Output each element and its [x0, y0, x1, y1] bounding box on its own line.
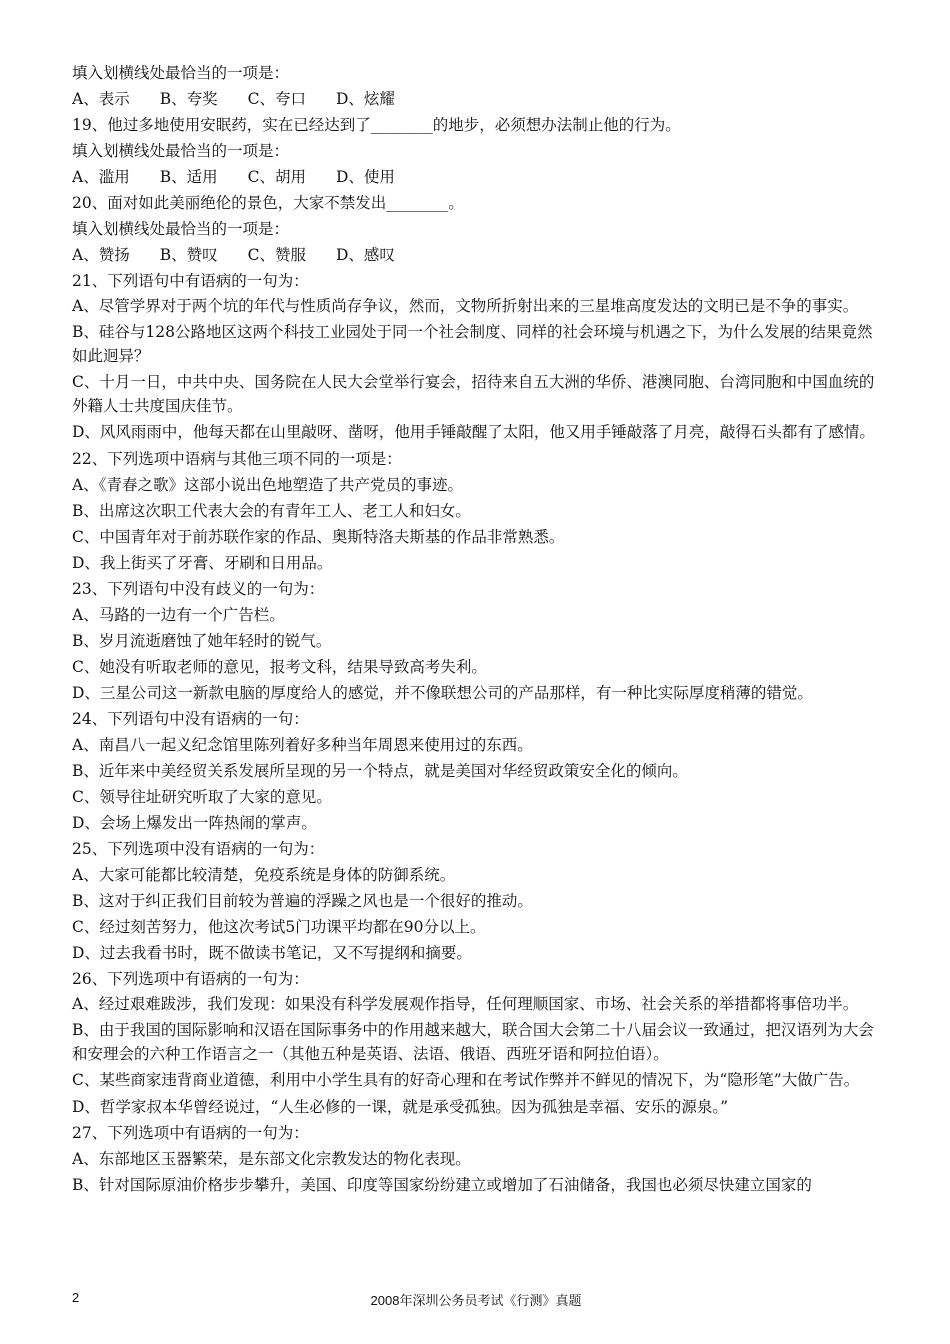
- option-a: A、南昌八一起义纪念馆里陈列着好多种当年周恩来使用过的东西。: [72, 736, 533, 754]
- option-a: A、经过艰难跋涉，我们发现：如果没有科学发展观作指导，任何理顺国家、市场、社会关系的举措都将事倍功半。: [72, 995, 859, 1013]
- instruction-line: 填入划横线处最恰当的一项是：: [72, 64, 290, 82]
- option-a: A、马路的一边有一个广告栏。: [72, 606, 285, 624]
- option-c: C、她没有听取老师的意见，报考文科，结果导致高考失利。: [72, 658, 487, 676]
- option-c: C、胡用: [247, 168, 306, 186]
- document-body: [72, 60, 880, 1198]
- option-b: B、这对于纠正我们目前较为普遍的浮躁之风也是一个很好的推动。: [72, 892, 533, 910]
- option-d: D、会场上爆发出一阵热闹的掌声。: [72, 814, 317, 832]
- option-d: D、哲学家叔本华曾经说过，“人生必修的一课，就是承受孤独。因为孤独是幸福、安乐的源泉。”: [72, 1098, 729, 1116]
- question-20: 20、面对如此美丽绝伦的景色，大家不禁发出________。: [72, 194, 464, 212]
- option-row: [72, 164, 880, 190]
- question-27: 27、下列选项中有语病的一句为：: [72, 1124, 309, 1142]
- option-a: A、尽管学界对于两个坑的年代与性质尚存争议，然而，文物所折射出来的三星堆高度发达的文明已是不争的事实。: [72, 297, 859, 315]
- question-26: 26、下列选项中有语病的一句为：: [72, 970, 309, 988]
- footer-title: 2008年深圳公务员考试《行测》真题: [370, 1293, 582, 1308]
- option-b: B、适用: [159, 168, 218, 186]
- option-b: B、赞叹: [159, 246, 218, 264]
- question-24: 24、下列语句中没有语病的一句：: [72, 710, 309, 728]
- instruction-line: 填入划横线处最恰当的一项是：: [72, 142, 290, 160]
- question-19: 19、他过多地使用安眠药，实在已经达到了________的地步，必须想办法制止他的行为。: [72, 116, 681, 134]
- option-row: [72, 86, 880, 112]
- option-row: [72, 242, 880, 268]
- option-c: C、某些商家违背商业道德，利用中小学生具有的好奇心理和在考试作弊并不鲜见的情况下，为“隐形笔”大做广告。: [72, 1071, 860, 1089]
- option-a: A、东部地区玉器繁荣，是东部文化宗教发达的物化表现。: [72, 1150, 471, 1168]
- option-a: A、大家可能都比较清楚，免疫系统是身体的防御系统。: [72, 866, 456, 884]
- option-d: D、我上街买了牙膏、牙刷和日用品。: [72, 554, 333, 572]
- question-25: 25、下列选项中没有语病的一句为：: [72, 840, 325, 858]
- option-a: A、表示: [72, 90, 130, 108]
- option-b: B、针对国际原油价格步步攀升，美国、印度等国家纷纷建立或增加了石油储备，我国也必须尽快建立国家的: [72, 1176, 812, 1194]
- option-b: B、岁月流逝磨蚀了她年轻时的锐气。: [72, 632, 332, 650]
- option-d: D、过去我看书时，既不做读书笔记，又不写提纲和摘要。: [72, 944, 472, 962]
- question-23: 23、下列语句中没有歧义的一句为：: [72, 580, 325, 598]
- question-22: 22、下列选项中语病与其他三项不同的一项是：: [72, 450, 402, 468]
- option-c: C、中国青年对于前苏联作家的作品、奥斯特洛夫斯基的作品非常熟悉。: [72, 528, 565, 546]
- option-d: D、三星公司这一新款电脑的厚度给人的感觉，并不像联想公司的产品那样，有一种比实际厚度稍薄的错觉。: [72, 684, 813, 702]
- option-d: D、使用: [335, 168, 395, 186]
- option-d: D、风风雨雨中，他每天都在山里敲呀、凿呀，他用手锤敲醒了太阳，他又用手锤敲落了月亮，敲得石头都有了感情。: [72, 423, 875, 441]
- option-c: C、夸口: [247, 90, 306, 108]
- option-b: B、夸奖: [159, 90, 218, 108]
- option-c: C、领导往址研究听取了大家的意见。: [72, 788, 332, 806]
- option-a: A、《青春之歌》这部小说出色地塑造了共产党员的事迹。: [72, 476, 463, 494]
- option-a: A、滥用: [72, 168, 130, 186]
- question-21: 21、下列语句中有语病的一句为：: [72, 272, 309, 290]
- option-c: C、赞服: [247, 246, 306, 264]
- option-b: B、由于我国的国际影响和汉语在国际事务中的作用越来越大，联合国大会第二十八届会议一致通过，把汉语列为大会和安理会的六种工作语言之一（其他五种是英语、法语、俄语、西班牙语和阿拉伯语）。: [72, 1021, 874, 1063]
- instruction-line: 填入划横线处最恰当的一项是：: [72, 220, 290, 238]
- option-b: B、出席这次职工代表大会的有青年工人、老工人和妇女。: [72, 502, 471, 520]
- option-d: D、炫耀: [335, 90, 395, 108]
- option-d: D、感叹: [335, 246, 395, 264]
- option-b: B、硅谷与128公路地区这两个科技工业园处于同一个社会制度、同样的社会环境与机遇之下，为什么发展的结果竟然如此迥异？: [72, 323, 873, 365]
- page-number: 2: [72, 1290, 80, 1305]
- option-c: C、经过刻苦努力，他这次考试5门功课平均都在90分以上。: [72, 918, 486, 936]
- option-b: B、近年来中美经贸关系发展所呈现的另一个特点，就是美国对华经贸政策安全化的倾向。: [72, 762, 688, 780]
- option-a: A、赞扬: [72, 246, 130, 264]
- option-c: C、十月一日，中共中央、国务院在人民大会堂举行宴会，招待来自五大洲的华侨、港澳同胞、台湾同胞和中国血统的外籍人士共度国庆佳节。: [72, 373, 875, 415]
